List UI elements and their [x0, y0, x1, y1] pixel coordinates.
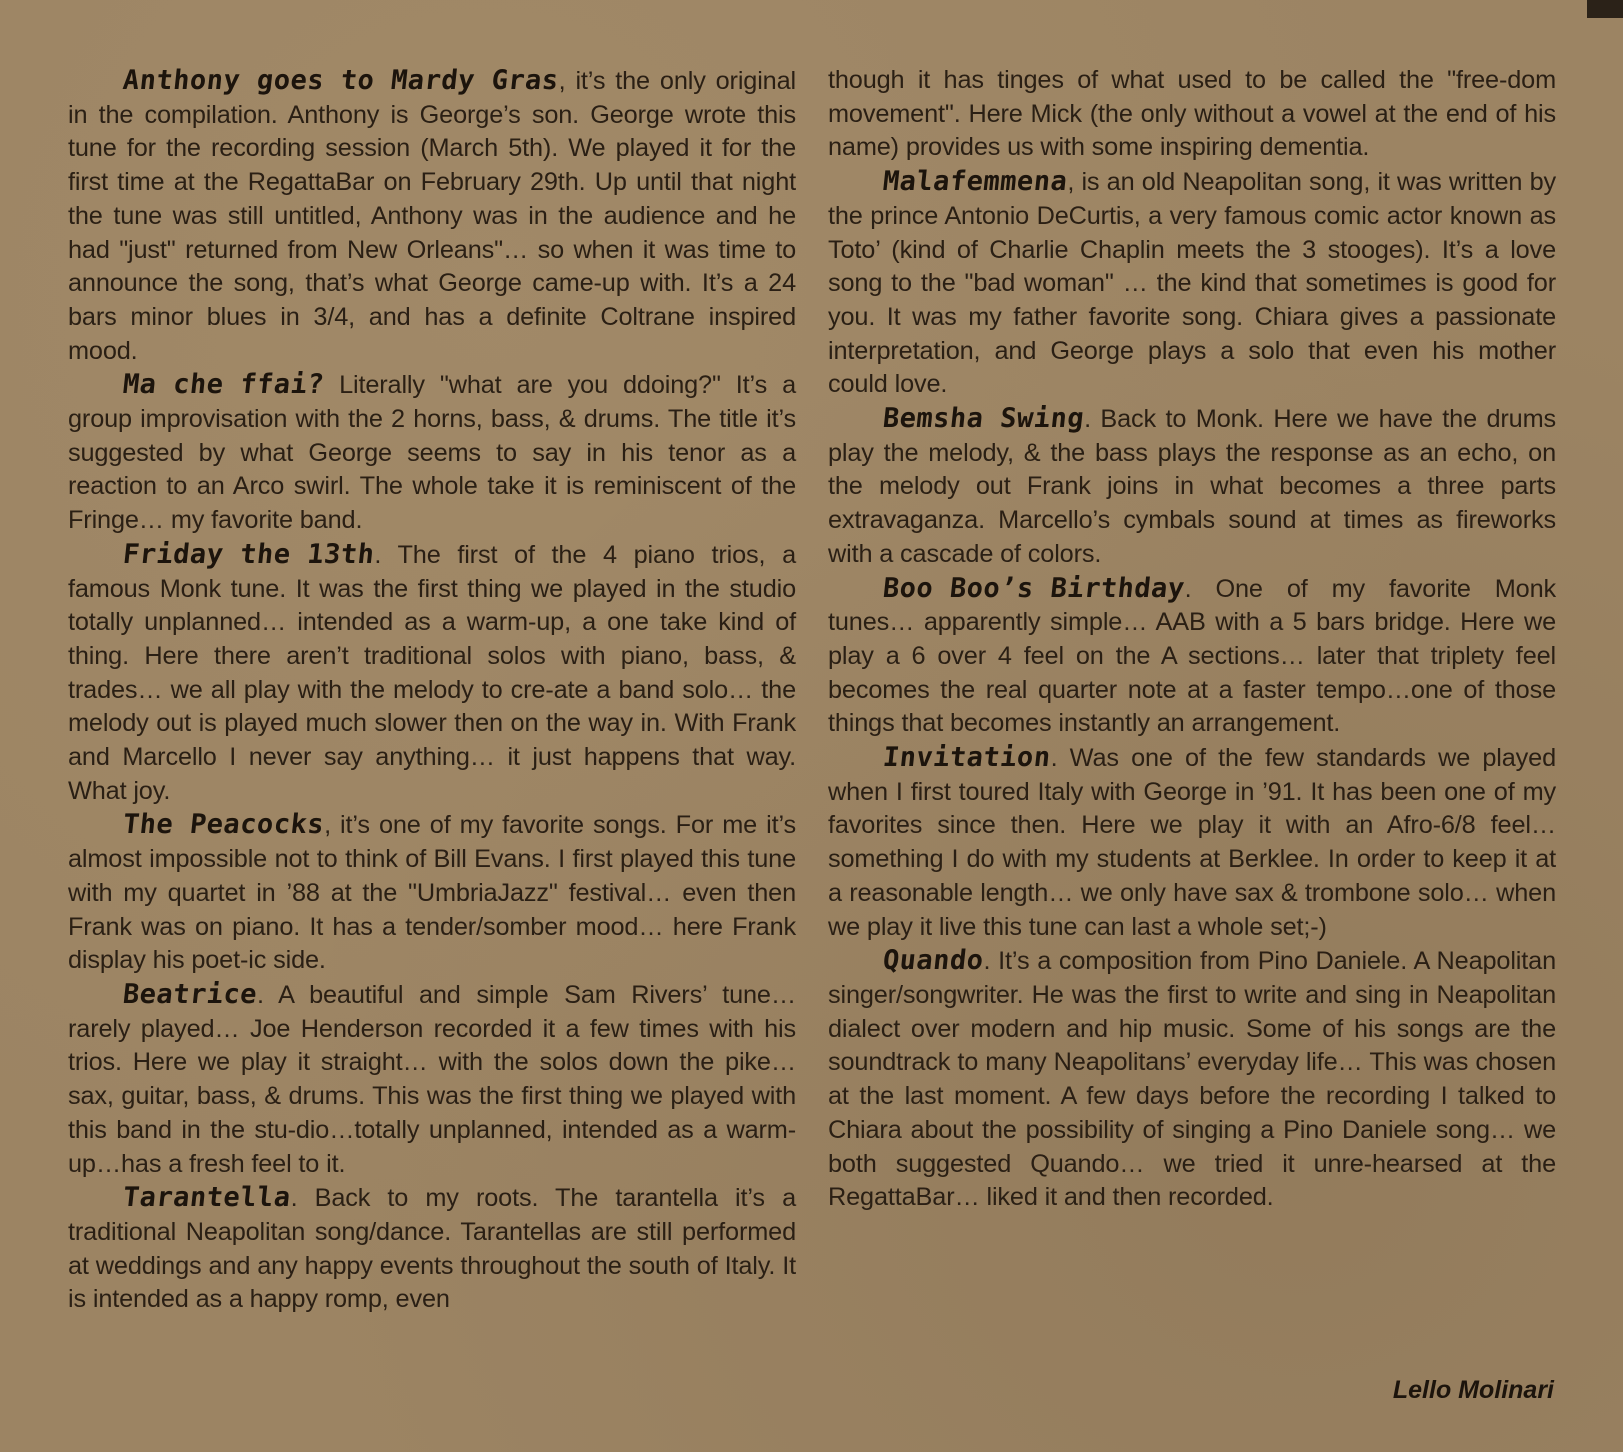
track-title: Quando	[881, 945, 986, 977]
scan-corner	[1587, 0, 1623, 18]
track-title: Friday the 13th	[121, 538, 377, 570]
paragraph-beatrice	[68, 978, 796, 1181]
track-title: Bemsha Swing	[881, 403, 1086, 435]
right-column	[828, 64, 1556, 1215]
paragraph-text: . A beautiful and simple Sam Rivers’ tune… rarely played… Joe Henderson recorded it a few times with his trios. Here we play it straight… with the solos down the pike… sax, guitar, bass, & drums. This was the first thing we played with this band in the stu-dio…totally unplanned, intended as a warm-up…has a fresh feel to it.	[68, 980, 796, 1178]
track-title: The Peacocks	[121, 809, 326, 841]
paragraph-text: . Was one of the few standards we played when I first toured Italy with George in ’91. It has been one of my favorites since then. Here we play it with an Afro-6/8 feel… something I do with my students at Berklee. In order to keep it at a reasonable length… we only have sax & trombone solo… when we play it live this tune can last a whole set;-)	[828, 744, 1556, 941]
author-signature: Lello Molinari	[1392, 1376, 1554, 1404]
paragraph-anthony-goes-to-mardy-gras	[68, 64, 796, 368]
paragraph-text: . The first of the 4 piano trios, a famous Monk tune. It was the first thing we played in the studio totally unplanned… intended as a warm-up, a one take kind of thing. Here there aren’t traditional solos with piano, bass, & trades… we all play with the melody to cre-ate a band solo… the melody out is played much slower then on the way in. With Frank and Marcello I never say anything… it just happens that way. What joy.	[68, 540, 796, 805]
paragraph-text: . Back to my roots. The tarantella it’s a traditional Neapolitan song/dance. Tarantellas are still performed at weddings and any happy events throughout the south of Italy. It is intended as a happy romp, even	[68, 1184, 796, 1314]
paragraph-tarantella	[68, 1181, 796, 1317]
track-title: Tarantella	[121, 1182, 293, 1214]
paragraph-quando	[828, 944, 1556, 1215]
track-title: Anthony goes to Mardy Gras	[121, 65, 561, 96]
track-title: Ma che ffai?	[121, 369, 326, 401]
paragraph-text: though it has tinges of what used to be called the "free-dom movement". Here Mick (the only without a vowel at the end of his name) provides us with some inspiring dementia.	[828, 66, 1556, 162]
paragraph-boo-boos-birthday	[828, 572, 1556, 742]
track-title: Malafemmena	[881, 166, 1069, 198]
track-title: Invitation	[881, 742, 1053, 774]
paragraph-friday-the-13th	[68, 538, 796, 809]
track-title: Boo Boo’s Birthday	[881, 572, 1187, 604]
paragraph-malafemmena	[828, 165, 1556, 402]
paragraph-text: . Back to Monk. Here we have the drums play the melody, & the bass plays the response as an echo, on the melody out Frank joins in what becomes a three parts extravaganza. Marcello’s cymbals sound at times as fireworks with a cascade of colors.	[828, 405, 1556, 568]
paragraph-text: , it’s one of my favorite songs. For me it’s almost impossible not to think of Bill Evans. I first played this tune with my quartet in ’88 at the "UmbriaJazz" festival… even then Frank was on piano. It has a tender/somber mood… here Frank display his poet-ic side.	[68, 811, 796, 975]
paragraph-text: , is an old Neapolitan song, it was written by the prince Antonio DeCurtis, a very famous comic actor known as Toto’ (kind of Charlie Chaplin meets the 3 stooges). It’s a love song to the "bad woman" … the kind that sometimes is good for you. It was my father favorite song. Chiara gives a passionate interpretation, and George plays a solo that even his mother could love.	[828, 168, 1556, 399]
paragraph-text: Literally "what are you ddoing?" It’s a group improvisation with the 2 horns, bass, & drums. The title it’s suggested by what George seems to say in his tenor as a reaction to an Arco swirl. The whole take it is reminiscent of the Fringe… my favorite band.	[68, 371, 796, 535]
paragraph-ma-che-ffai	[68, 368, 796, 538]
paragraph-bemsha-swing	[828, 402, 1556, 572]
paragraph-invitation	[828, 741, 1556, 944]
paragraph-text: . It’s a composition from Pino Daniele. A Neapolitan singer/songwriter. He was the first to write and sing in Neapolitan dialect over modern and hip music. Some of his songs are the soundtrack to many Neapolitans’ everyday life… This was chosen at the last moment. A few days before the recording I talked to Chiara about the possibility of singing a Pino Daniele song… we both suggested Quando… we tried it unre-hearsed at the RegattaBar… liked it and then recorded.	[828, 947, 1556, 1212]
track-title: Beatrice	[121, 978, 259, 1010]
paragraph-text: . One of my favorite Monk tunes… apparently simple… AAB with a 5 bars bridge. Here we play a 6 over 4 feel on the A sections… later that triplety feel becomes the real quarter note at a faster tempo…one of those things that becomes instantly an arrangement.	[828, 574, 1556, 738]
paragraph-tarantella-continued	[828, 64, 1556, 165]
left-column	[68, 64, 796, 1317]
paragraph-text: , it’s the only original in the compilation. Anthony is George’s son. George wrote this tune for the recording session (March 5th). We played it for the first time at the RegattaBar on February 29th. Up until that night the tune was still untitled, Anthony was in the audience and he had "just" returned from New Orleans"… so when it was time to announce the song, that’s what George came-up with. It’s a 24 bars minor blues in 3/4, and has a definite Coltrane inspired mood.	[68, 67, 796, 365]
paragraph-the-peacocks	[68, 808, 796, 978]
